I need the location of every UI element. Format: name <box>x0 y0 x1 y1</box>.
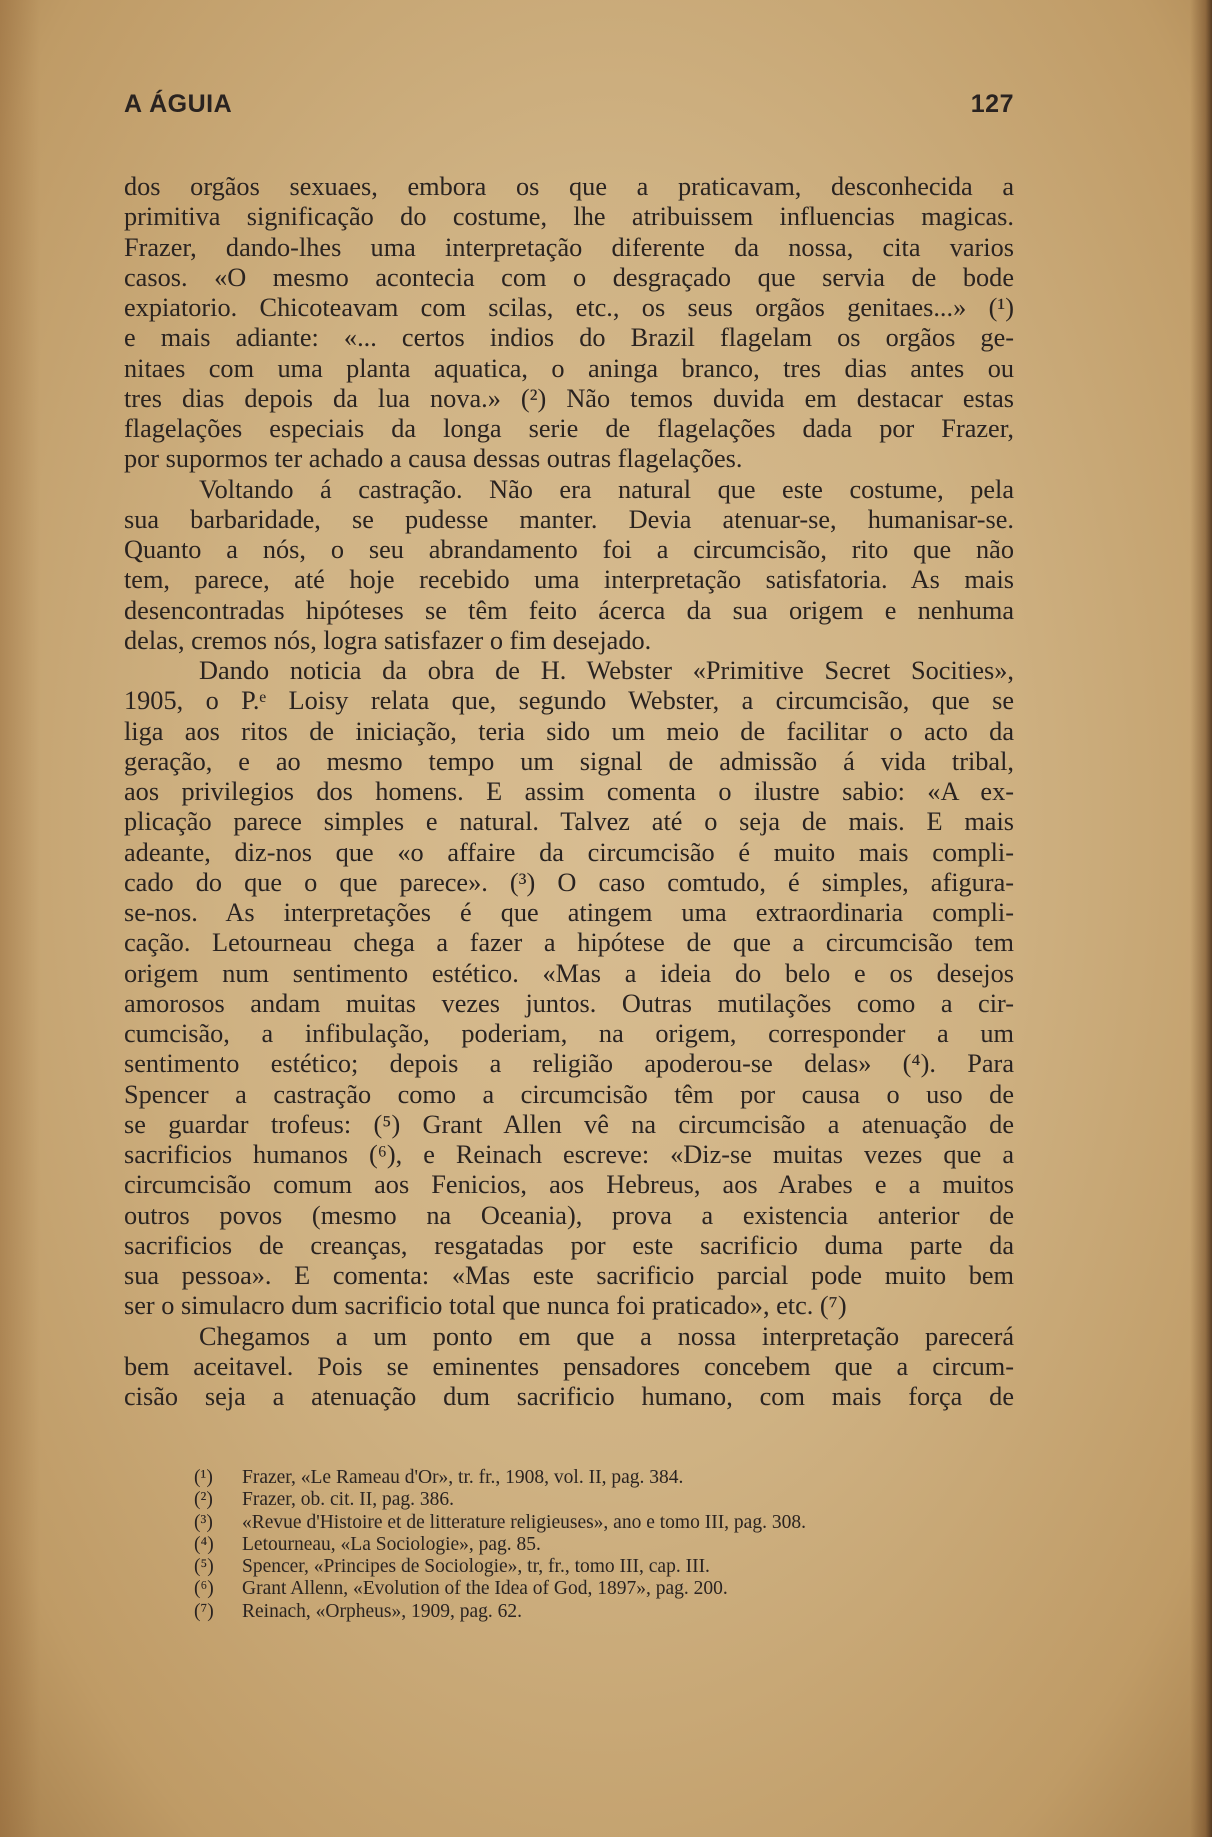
text-line: outros povos (mesmo na Oceania), prova a existencia anterior de <box>124 1200 1014 1230</box>
text-line: ser o simulacro dum sacrificio total que nunca foi praticado», etc. (⁷) <box>124 1291 847 1321</box>
text-line: sentimento estético; depois a religião apoderou-se delas» (⁴). Para <box>124 1049 1014 1079</box>
text-line: liga aos ritos de iniciação, teria sido um meio de facilitar o acto da <box>124 716 1014 746</box>
footnote-text: Spencer, «Principes de Sociologie», tr, fr., tomo III, cap. III. <box>242 1556 710 1578</box>
text-line: adeante, diz-nos que «o affaire da circumcisão é muito mais compli- <box>124 837 1014 867</box>
text-line: se guardar trofeus: (⁵) Grant Allen vê na circumcisão a atenuação de <box>124 1109 1014 1139</box>
text-line: dos orgãos sexuaes, embora os que a praticavam, desconhecida a <box>124 172 1014 201</box>
text-line: origem num sentimento estético. «Mas a ideia do belo e os desejos <box>124 958 1014 988</box>
footnote-text: Frazer, ob. cit. II, pag. 386. <box>242 1489 455 1511</box>
footnote <box>194 1556 1014 1578</box>
text-line: cumcisão, a infibulação, poderiam, na origem, corresponder a um <box>124 1019 1014 1048</box>
footnote <box>194 1467 1014 1489</box>
text-line: e mais adiante: «... certos indios do Brazil flagelam os orgãos ge- <box>124 323 1014 353</box>
footnote-number: (⁷) <box>194 1600 214 1622</box>
text-line: cação. Letourneau chega a fazer a hipótese de que a circumcisão tem <box>124 928 1014 958</box>
footnote <box>194 1578 1014 1600</box>
footnote-number: (⁴) <box>194 1533 214 1555</box>
text-line: primitiva significação do costume, lhe atribuissem influencias magicas. <box>124 202 1014 232</box>
footnote-text: Letourneau, «La Sociologie», pag. 85. <box>242 1533 541 1555</box>
page-edge-right <box>1190 0 1212 1837</box>
footnote <box>194 1489 1014 1511</box>
text-line: bem aceitavel. Pois se eminentes pensadores concebem que a circum- <box>124 1351 1014 1381</box>
footnote <box>194 1512 1014 1534</box>
text-line: geração, e ao mesmo tempo um signal de admissão á vida tribal, <box>124 746 1014 776</box>
footnote-text: Reinach, «Orpheus», 1909, pag. 62. <box>242 1600 522 1622</box>
text-line: cado do que o que parece». (³) O caso comtudo, é simples, afigura- <box>124 867 1014 897</box>
text-line: Voltando á castração. Não era natural que este costume, pela <box>199 474 1014 504</box>
text-line: sua barbaridade, se pudesse manter. Devia atenuar-se, humanisar-se. <box>124 504 1014 534</box>
footnote-text: «Revue d'Histoire et de litterature religieuses», ano e tomo III, pag. 308. <box>242 1511 806 1533</box>
text-line: amorosos andam muitas vezes juntos. Outras mutilações como a cir- <box>124 988 1014 1018</box>
page-number: 127 <box>970 90 1014 118</box>
text-line: delas, cremos nós, logra satisfazer o fim desejado. <box>124 625 652 655</box>
text-line: se-nos. As interpretações é que atingem uma extraordinaria compli- <box>124 898 1014 927</box>
text-line: Chegamos a um ponto em que a nossa interpretação parecerá <box>199 1321 1014 1351</box>
footnote <box>194 1534 1014 1556</box>
footnote-text: Frazer, «Le Rameau d'Or», tr. fr., 1908, vol. II, pag. 384. <box>242 1467 684 1488</box>
text-line: sua pessoa». E comenta: «Mas este sacrificio parcial pode muito bem <box>124 1261 1014 1290</box>
footnote-number: (⁵) <box>194 1556 214 1578</box>
text-line: sacrificios de creanças, resgatadas por este sacrificio duma parte da <box>124 1230 1014 1260</box>
page-shadow-left <box>0 0 40 1837</box>
page-header <box>124 90 1014 130</box>
footnote-text: Grant Allenn, «Evolution of the Idea of God, 1897», pag. 200. <box>242 1578 728 1600</box>
text-line: tem, parece, até hoje recebido uma interpretação satisfatoria. As mais <box>124 565 1014 595</box>
text-line: flagelações especiais da longa serie de flagelações dada por Frazer, <box>124 414 1014 443</box>
footnote-number: (³) <box>194 1511 213 1533</box>
text-line: circumcisão comum aos Fenicios, aos Hebreus, aos Arabes e a muitos <box>124 1170 1014 1200</box>
footnote-number: (²) <box>194 1489 213 1511</box>
footnote-number: (⁶) <box>194 1578 214 1600</box>
text-line: desencontradas hipóteses se têm feito ácerca da sua origem e nenhuma <box>124 595 1014 625</box>
body-text <box>124 172 1014 1412</box>
text-line: cisão seja a atenuação dum sacrificio humano, com mais força de <box>124 1382 1014 1411</box>
text-line: expiatorio. Chicoteavam com scilas, etc., os seus orgãos genitaes...» (¹) <box>124 293 1014 322</box>
footnotes <box>194 1467 1014 1623</box>
text-line: 1905, o P.ᵉ Loisy relata que, segundo Webster, a circumcisão, que se <box>124 686 1014 716</box>
text-line: Spencer a castração como a circumcisão têm por causa o uso de <box>124 1079 1014 1109</box>
text-line: Quanto a nós, o seu abrandamento foi a circumcisão, rito que não <box>124 535 1014 564</box>
text-line: por supormos ter achado a causa dessas outras flagelações. <box>124 444 743 474</box>
footnote <box>194 1601 1014 1623</box>
text-line: Dando noticia da obra de H. Webster «Primitive Secret Socities», <box>199 656 1014 685</box>
running-title: A ÁGUIA <box>124 90 233 118</box>
text-line: sacrificios humanos (⁶), e Reinach escreve: «Diz-se muitas vezes que a <box>124 1140 1014 1169</box>
text-line: aos privilegios dos homens. E assim comenta o ilustre sabio: «A ex- <box>124 777 1014 806</box>
footnote-number: (¹) <box>194 1467 213 1488</box>
text-line: plicação parece simples e natural. Talvez até o seja de mais. E mais <box>124 807 1014 837</box>
text-line: Frazer, dando-lhes uma interpretação diferente da nossa, cita varios <box>124 232 1014 262</box>
text-line: tres dias depois da lua nova.» (²) Não temos duvida em destacar estas <box>124 383 1014 413</box>
text-line: casos. «O mesmo acontecia com o desgraçado que servia de bode <box>124 262 1014 292</box>
text-line: nitaes com uma planta aquatica, o aninga branco, tres dias antes ou <box>124 353 1014 383</box>
